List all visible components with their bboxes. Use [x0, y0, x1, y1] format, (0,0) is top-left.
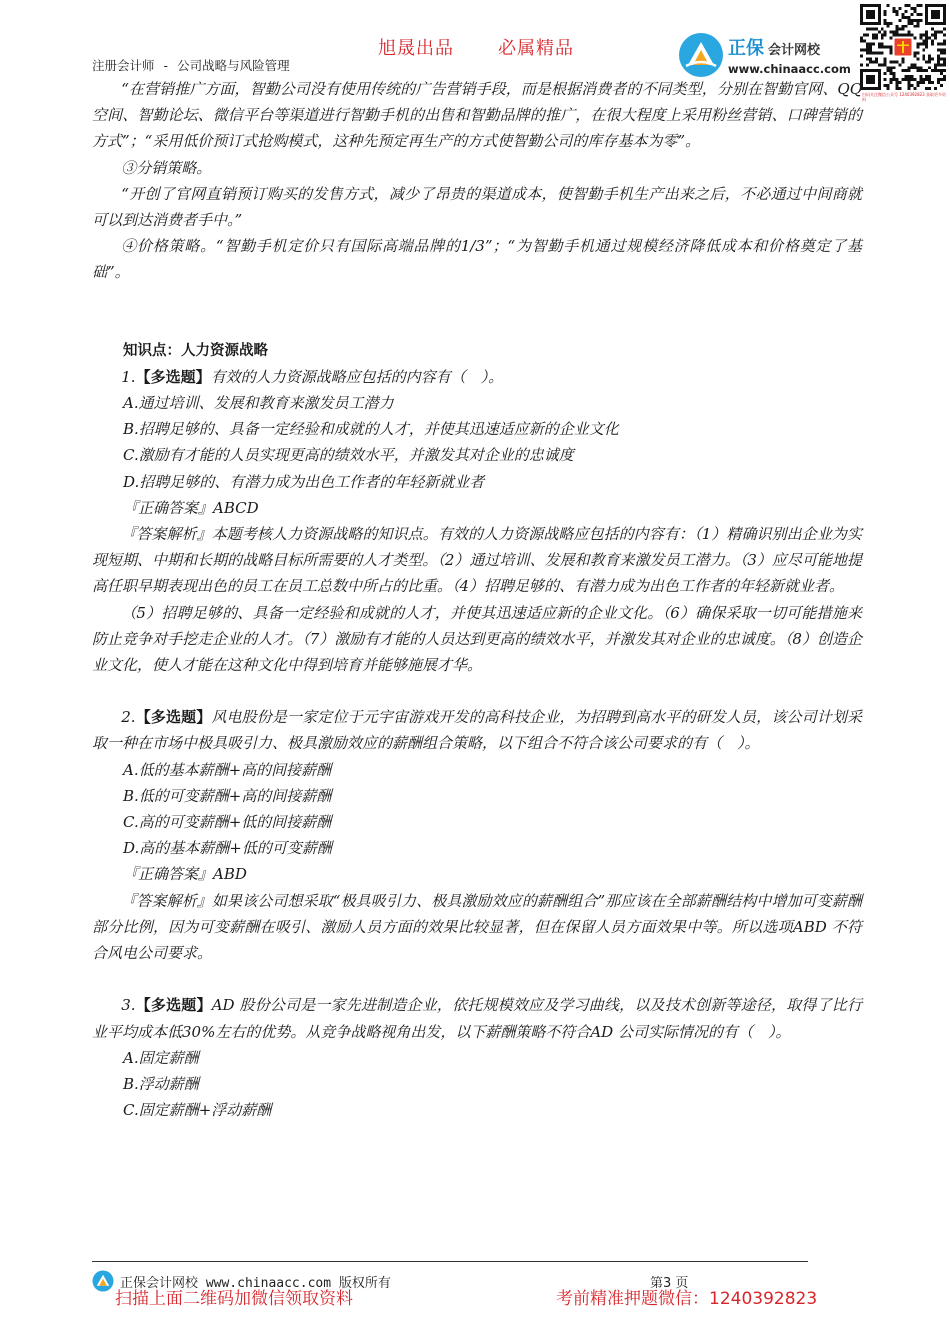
question-text: 风电股份是一家定位于元宇宙游戏开发的高科技企业，为招聘到高水平的研发人员，该公司计划采取一种在市场中极具吸引力、极具激励效应的薪酬组合策略，以下组合不符合该公司要求的有（ ）。	[92, 708, 862, 753]
spacer	[92, 678, 862, 704]
question-text: 有效的人力资源战略应包括的内容有（ ）。	[210, 367, 504, 386]
correct-answer: 『正确答案』ABD	[123, 865, 247, 884]
question-option: C.高的可变薪酬+低的间接薪酬	[123, 813, 332, 832]
question-text: AD 股份公司是一家先进制造企业，依托规模效应及学习曲线，以及技术创新等途径，取得了比行业平均成本低30%左右的优势。从竞争战略视角出发，以下薪酬策略不符合AD 公司实际情况的有（ ）。	[92, 996, 862, 1041]
knowledge-point-heading: 知识点：人力资源战略	[123, 342, 268, 359]
header-promo-right: 必属精品	[498, 38, 574, 59]
question-1-stem	[92, 364, 862, 390]
footer-divider	[92, 1261, 808, 1262]
qr-caption: 扫码关注微信公众号 1240392823 获取更多资料	[862, 92, 946, 102]
paragraph: “在营销推广方面，智勤公司没有使用传统的广告营销手段，而是根据消费者的不同类型，分别在智勤官网、QQ 空间、智勤论坛、微信平台等渠道进行智勤手机的出售和智勤品牌的推广，在很大程度上采用粉丝营销、口碑营销的方式”；“采用低价预订式抢购模式，这种先预定再生产的方式使智勤公司的库存基本为零”。	[92, 80, 862, 151]
page-number: 第3 页	[650, 1276, 689, 1291]
document-body	[92, 76, 862, 1123]
question-option: A.固定薪酬	[123, 1048, 199, 1067]
question-option: B.低的可变薪酬+高的间接薪酬	[123, 786, 332, 805]
question-option: A.通过培训、发展和教育来激发员工潜力	[123, 394, 394, 413]
question-option: B.招聘足够的、具备一定经验和成就的人才，并使其迅速适应新的企业文化	[123, 420, 619, 439]
paragraph: ③分销策略。	[121, 158, 212, 177]
question-type-tag: 【多选题】	[135, 996, 212, 1015]
qr-code-icon	[860, 4, 946, 90]
question-number: 2.	[121, 708, 136, 727]
question-option: A.低的基本薪酬+高的间接薪酬	[123, 760, 332, 779]
question-option: D.高的基本薪酬+低的可变薪酬	[123, 839, 332, 858]
question-option: C.固定薪酬+浮动薪酬	[123, 1101, 272, 1120]
header-promo	[378, 34, 574, 60]
footer-promo-right: 考前精准押题微信：1240392823	[556, 1289, 818, 1309]
paragraph: ④价格策略。“智勤手机定价只有国际高端品牌的1/3”；“为智勤手机通过规模经济降低成本和价格奠定了基础”。	[92, 237, 862, 282]
question-number: 1.	[121, 367, 136, 386]
question-option: C.激励有才能的人员实现更高的绩效水平，并激发其对企业的忠诚度	[123, 446, 574, 465]
footer-promo-left: 扫描上面二维码加微信领取资料	[115, 1289, 353, 1309]
course-title: 注册会计师 - 公司战略与风险管理	[92, 58, 290, 73]
correct-answer: 『正确答案』ABCD	[123, 498, 259, 517]
logo-name: 正保 会计网校	[728, 38, 821, 59]
answer-analysis: （5）招聘足够的、具备一定经验和成就的人才，并使其迅速适应新的企业文化。（6）确保采取一切可能措施来防止竞争对手挖走企业的人才。（7）激励有才能的人员达到更高的绩效水平，并激发其对企业的忠诚度。（8）创造企业文化，使人才能在这种文化中得到培育并能够施展才华。	[92, 603, 862, 675]
question-option: B.浮动薪酬	[123, 1074, 199, 1093]
header-promo-left: 旭晟出品	[378, 38, 454, 59]
question-number: 3.	[121, 996, 136, 1015]
answer-analysis: 『答案解析』本题考核人力资源战略的知识点。有效的人力资源战略应包括的内容有：（1）精确识别出企业为实现短期、中期和长期的战略目标所需要的人才类型。（2）通过培训、发展和教育来激发员工潜力。（3）应尽可能地提高任职早期表现出色的员工在员工总数中所占的比重。（4）招聘足够的、有潜力成为出色工作者的年轻新就业者。	[92, 525, 862, 596]
question-option: D.招聘足够的、有潜力成为出色工作者的年轻新就业者	[123, 472, 485, 491]
brand-logo	[678, 30, 858, 80]
paragraph: “开创了官网直销预订购买的发售方式，减少了昂贵的渠道成本，使智勤手机生产出来之后，不必通过中间商就可以到达消费者手中。”	[92, 184, 862, 230]
question-type-tag: 【多选题】	[135, 367, 211, 386]
logo-url: www.chinaacc.com	[728, 62, 851, 76]
question-2-stem	[92, 704, 862, 756]
answer-analysis: 『答案解析』如果该公司想采取“极具吸引力、极具激励效应的薪酬组合”那应该在全部薪酬结构中增加可变薪酬部分比例，因为可变薪酬在吸引、激励人员方面的效果比较显著，但在保留人员方面效果中等。所以选项ABD 不符合风电公司要求。	[92, 891, 862, 963]
chinaacc-logo-icon	[678, 32, 724, 78]
logo-sub: 会计网校	[768, 43, 821, 58]
footer-copyright: 正保会计网校 www.chinaacc.com 版权所有	[120, 1276, 391, 1291]
spacer	[92, 286, 862, 338]
spacer	[92, 966, 862, 992]
chinaacc-logo-icon	[92, 1270, 114, 1292]
question-3-stem	[92, 992, 862, 1044]
question-type-tag: 【多选题】	[135, 708, 212, 727]
